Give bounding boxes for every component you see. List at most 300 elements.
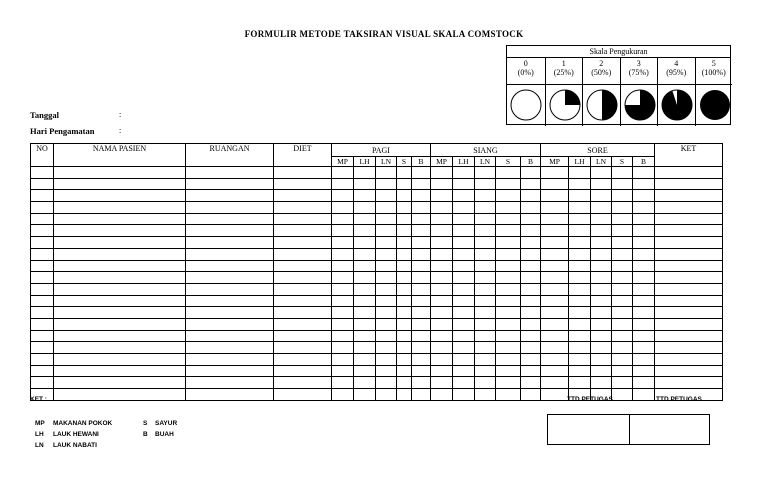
- table-cell[interactable]: [376, 377, 397, 389]
- table-cell[interactable]: [541, 342, 569, 354]
- table-cell[interactable]: [569, 283, 591, 295]
- table-cell[interactable]: [431, 330, 453, 342]
- table-cell[interactable]: [274, 178, 332, 190]
- table-cell[interactable]: [496, 272, 521, 284]
- table-cell[interactable]: [31, 237, 54, 249]
- table-cell[interactable]: [453, 272, 475, 284]
- table-cell[interactable]: [521, 342, 541, 354]
- table-cell[interactable]: [453, 354, 475, 366]
- table-cell[interactable]: [54, 225, 186, 237]
- table-cell[interactable]: [633, 307, 655, 319]
- table-cell[interactable]: [655, 365, 723, 377]
- table-cell[interactable]: [475, 307, 496, 319]
- table-cell[interactable]: [453, 283, 475, 295]
- table-cell[interactable]: [274, 307, 332, 319]
- table-cell[interactable]: [54, 202, 186, 214]
- table-cell[interactable]: [521, 318, 541, 330]
- table-cell[interactable]: [453, 330, 475, 342]
- table-cell[interactable]: [633, 260, 655, 272]
- table-cell[interactable]: [54, 342, 186, 354]
- table-cell[interactable]: [332, 342, 354, 354]
- table-cell[interactable]: [569, 167, 591, 179]
- table-cell[interactable]: [274, 354, 332, 366]
- table-cell[interactable]: [655, 202, 723, 214]
- table-cell[interactable]: [453, 167, 475, 179]
- table-cell[interactable]: [541, 213, 569, 225]
- table-cell[interactable]: [412, 272, 431, 284]
- table-cell[interactable]: [397, 260, 412, 272]
- table-cell[interactable]: [591, 272, 612, 284]
- table-cell[interactable]: [453, 248, 475, 260]
- table-cell[interactable]: [332, 389, 354, 401]
- table-cell[interactable]: [186, 213, 274, 225]
- table-cell[interactable]: [354, 202, 376, 214]
- table-cell[interactable]: [633, 202, 655, 214]
- table-cell[interactable]: [569, 354, 591, 366]
- table-cell[interactable]: [521, 307, 541, 319]
- table-cell[interactable]: [453, 237, 475, 249]
- table-cell[interactable]: [591, 342, 612, 354]
- table-cell[interactable]: [397, 307, 412, 319]
- table-cell[interactable]: [521, 167, 541, 179]
- table-cell[interactable]: [54, 354, 186, 366]
- table-cell[interactable]: [412, 318, 431, 330]
- table-cell[interactable]: [354, 354, 376, 366]
- table-cell[interactable]: [521, 248, 541, 260]
- table-cell[interactable]: [569, 260, 591, 272]
- table-cell[interactable]: [569, 213, 591, 225]
- table-cell[interactable]: [475, 260, 496, 272]
- table-cell[interactable]: [31, 167, 54, 179]
- table-cell[interactable]: [591, 202, 612, 214]
- table-cell[interactable]: [431, 248, 453, 260]
- table-cell[interactable]: [475, 389, 496, 401]
- table-cell[interactable]: [633, 178, 655, 190]
- table-cell[interactable]: [376, 167, 397, 179]
- table-cell[interactable]: [274, 272, 332, 284]
- table-cell[interactable]: [186, 283, 274, 295]
- table-cell[interactable]: [376, 342, 397, 354]
- table-cell[interactable]: [186, 377, 274, 389]
- table-cell[interactable]: [496, 213, 521, 225]
- table-cell[interactable]: [397, 318, 412, 330]
- table-cell[interactable]: [612, 260, 633, 272]
- table-cell[interactable]: [431, 167, 453, 179]
- table-cell[interactable]: [475, 202, 496, 214]
- table-cell[interactable]: [453, 307, 475, 319]
- table-cell[interactable]: [31, 283, 54, 295]
- table-cell[interactable]: [453, 178, 475, 190]
- table-cell[interactable]: [655, 377, 723, 389]
- table-cell[interactable]: [397, 225, 412, 237]
- table-cell[interactable]: [412, 237, 431, 249]
- table-cell[interactable]: [521, 330, 541, 342]
- table-cell[interactable]: [354, 342, 376, 354]
- table-cell[interactable]: [612, 237, 633, 249]
- table-cell[interactable]: [431, 365, 453, 377]
- table-cell[interactable]: [541, 190, 569, 202]
- table-cell[interactable]: [496, 330, 521, 342]
- table-cell[interactable]: [453, 295, 475, 307]
- table-cell[interactable]: [412, 178, 431, 190]
- table-cell[interactable]: [397, 213, 412, 225]
- table-cell[interactable]: [569, 342, 591, 354]
- table-cell[interactable]: [354, 295, 376, 307]
- table-cell[interactable]: [496, 202, 521, 214]
- table-cell[interactable]: [475, 330, 496, 342]
- table-cell[interactable]: [31, 248, 54, 260]
- table-cell[interactable]: [569, 178, 591, 190]
- table-cell[interactable]: [431, 354, 453, 366]
- table-cell[interactable]: [475, 167, 496, 179]
- table-cell[interactable]: [397, 272, 412, 284]
- table-cell[interactable]: [521, 260, 541, 272]
- table-cell[interactable]: [475, 318, 496, 330]
- table-cell[interactable]: [332, 248, 354, 260]
- table-cell[interactable]: [431, 283, 453, 295]
- table-cell[interactable]: [376, 225, 397, 237]
- table-cell[interactable]: [496, 248, 521, 260]
- table-cell[interactable]: [354, 330, 376, 342]
- table-cell[interactable]: [591, 283, 612, 295]
- table-cell[interactable]: [54, 365, 186, 377]
- table-cell[interactable]: [376, 237, 397, 249]
- table-cell[interactable]: [541, 260, 569, 272]
- table-cell[interactable]: [591, 178, 612, 190]
- table-cell[interactable]: [496, 237, 521, 249]
- table-cell[interactable]: [431, 307, 453, 319]
- table-cell[interactable]: [633, 295, 655, 307]
- table-cell[interactable]: [397, 295, 412, 307]
- table-cell[interactable]: [354, 307, 376, 319]
- table-cell[interactable]: [54, 190, 186, 202]
- table-cell[interactable]: [31, 225, 54, 237]
- table-cell[interactable]: [274, 365, 332, 377]
- table-cell[interactable]: [655, 248, 723, 260]
- table-cell[interactable]: [431, 318, 453, 330]
- table-cell[interactable]: [376, 260, 397, 272]
- table-cell[interactable]: [569, 318, 591, 330]
- table-cell[interactable]: [655, 190, 723, 202]
- table-cell[interactable]: [612, 283, 633, 295]
- table-cell[interactable]: [431, 178, 453, 190]
- table-cell[interactable]: [633, 225, 655, 237]
- table-cell[interactable]: [332, 202, 354, 214]
- table-cell[interactable]: [475, 213, 496, 225]
- table-cell[interactable]: [633, 365, 655, 377]
- table-cell[interactable]: [453, 342, 475, 354]
- table-cell[interactable]: [31, 272, 54, 284]
- table-cell[interactable]: [431, 260, 453, 272]
- table-cell[interactable]: [496, 354, 521, 366]
- table-cell[interactable]: [612, 190, 633, 202]
- table-cell[interactable]: [354, 167, 376, 179]
- table-cell[interactable]: [655, 225, 723, 237]
- table-cell[interactable]: [453, 213, 475, 225]
- table-cell[interactable]: [376, 202, 397, 214]
- table-cell[interactable]: [186, 342, 274, 354]
- table-cell[interactable]: [376, 354, 397, 366]
- table-cell[interactable]: [397, 377, 412, 389]
- table-cell[interactable]: [569, 377, 591, 389]
- table-cell[interactable]: [431, 272, 453, 284]
- table-cell[interactable]: [412, 283, 431, 295]
- table-cell[interactable]: [354, 178, 376, 190]
- table-cell[interactable]: [186, 295, 274, 307]
- table-cell[interactable]: [186, 237, 274, 249]
- table-cell[interactable]: [332, 377, 354, 389]
- table-cell[interactable]: [332, 272, 354, 284]
- table-cell[interactable]: [453, 202, 475, 214]
- table-cell[interactable]: [475, 365, 496, 377]
- table-cell[interactable]: [31, 365, 54, 377]
- table-cell[interactable]: [633, 354, 655, 366]
- table-cell[interactable]: [376, 365, 397, 377]
- table-cell[interactable]: [496, 342, 521, 354]
- table-cell[interactable]: [591, 318, 612, 330]
- table-cell[interactable]: [453, 190, 475, 202]
- table-cell[interactable]: [612, 389, 633, 401]
- table-cell[interactable]: [655, 342, 723, 354]
- table-cell[interactable]: [186, 190, 274, 202]
- table-cell[interactable]: [475, 248, 496, 260]
- table-cell[interactable]: [397, 237, 412, 249]
- table-cell[interactable]: [633, 318, 655, 330]
- table-cell[interactable]: [633, 283, 655, 295]
- table-cell[interactable]: [521, 225, 541, 237]
- table-cell[interactable]: [591, 260, 612, 272]
- table-cell[interactable]: [412, 225, 431, 237]
- table-cell[interactable]: [186, 178, 274, 190]
- table-cell[interactable]: [496, 377, 521, 389]
- table-cell[interactable]: [186, 307, 274, 319]
- table-cell[interactable]: [496, 389, 521, 401]
- table-cell[interactable]: [591, 307, 612, 319]
- table-cell[interactable]: [397, 178, 412, 190]
- table-cell[interactable]: [541, 307, 569, 319]
- table-cell[interactable]: [412, 190, 431, 202]
- table-cell[interactable]: [412, 213, 431, 225]
- table-cell[interactable]: [54, 377, 186, 389]
- table-cell[interactable]: [31, 295, 54, 307]
- table-cell[interactable]: [31, 190, 54, 202]
- table-cell[interactable]: [274, 248, 332, 260]
- table-cell[interactable]: [186, 260, 274, 272]
- table-cell[interactable]: [274, 167, 332, 179]
- table-cell[interactable]: [354, 225, 376, 237]
- table-cell[interactable]: [496, 307, 521, 319]
- table-cell[interactable]: [612, 330, 633, 342]
- table-cell[interactable]: [612, 307, 633, 319]
- table-cell[interactable]: [541, 167, 569, 179]
- table-cell[interactable]: [54, 318, 186, 330]
- table-cell[interactable]: [569, 237, 591, 249]
- table-cell[interactable]: [274, 342, 332, 354]
- table-cell[interactable]: [591, 213, 612, 225]
- table-cell[interactable]: [274, 318, 332, 330]
- table-cell[interactable]: [332, 354, 354, 366]
- table-cell[interactable]: [541, 225, 569, 237]
- table-cell[interactable]: [31, 202, 54, 214]
- table-cell[interactable]: [186, 389, 274, 401]
- table-cell[interactable]: [569, 330, 591, 342]
- table-cell[interactable]: [541, 178, 569, 190]
- table-cell[interactable]: [521, 202, 541, 214]
- table-cell[interactable]: [496, 260, 521, 272]
- table-cell[interactable]: [332, 307, 354, 319]
- table-cell[interactable]: [655, 307, 723, 319]
- table-cell[interactable]: [397, 190, 412, 202]
- table-cell[interactable]: [397, 167, 412, 179]
- table-cell[interactable]: [612, 354, 633, 366]
- table-cell[interactable]: [376, 330, 397, 342]
- table-cell[interactable]: [354, 190, 376, 202]
- table-cell[interactable]: [31, 377, 54, 389]
- table-cell[interactable]: [633, 213, 655, 225]
- table-cell[interactable]: [612, 295, 633, 307]
- table-cell[interactable]: [475, 272, 496, 284]
- table-cell[interactable]: [431, 389, 453, 401]
- table-cell[interactable]: [332, 260, 354, 272]
- table-cell[interactable]: [655, 178, 723, 190]
- table-cell[interactable]: [186, 365, 274, 377]
- table-cell[interactable]: [31, 330, 54, 342]
- table-cell[interactable]: [332, 283, 354, 295]
- table-cell[interactable]: [591, 377, 612, 389]
- table-cell[interactable]: [496, 178, 521, 190]
- table-cell[interactable]: [541, 318, 569, 330]
- table-cell[interactable]: [186, 167, 274, 179]
- table-cell[interactable]: [541, 202, 569, 214]
- table-cell[interactable]: [591, 225, 612, 237]
- table-cell[interactable]: [332, 225, 354, 237]
- table-cell[interactable]: [376, 389, 397, 401]
- table-cell[interactable]: [612, 225, 633, 237]
- table-cell[interactable]: [521, 190, 541, 202]
- table-cell[interactable]: [541, 377, 569, 389]
- table-cell[interactable]: [453, 260, 475, 272]
- table-cell[interactable]: [591, 365, 612, 377]
- table-cell[interactable]: [376, 213, 397, 225]
- table-cell[interactable]: [332, 295, 354, 307]
- table-cell[interactable]: [412, 248, 431, 260]
- table-cell[interactable]: [521, 377, 541, 389]
- table-cell[interactable]: [612, 377, 633, 389]
- table-cell[interactable]: [274, 225, 332, 237]
- table-cell[interactable]: [354, 318, 376, 330]
- table-cell[interactable]: [569, 248, 591, 260]
- table-cell[interactable]: [412, 167, 431, 179]
- table-cell[interactable]: [612, 272, 633, 284]
- table-cell[interactable]: [612, 167, 633, 179]
- table-cell[interactable]: [31, 342, 54, 354]
- table-cell[interactable]: [376, 318, 397, 330]
- table-cell[interactable]: [274, 202, 332, 214]
- table-cell[interactable]: [354, 365, 376, 377]
- table-cell[interactable]: [475, 295, 496, 307]
- table-cell[interactable]: [541, 272, 569, 284]
- table-cell[interactable]: [612, 178, 633, 190]
- table-cell[interactable]: [633, 248, 655, 260]
- table-cell[interactable]: [521, 272, 541, 284]
- table-cell[interactable]: [274, 283, 332, 295]
- table-cell[interactable]: [274, 330, 332, 342]
- table-cell[interactable]: [612, 213, 633, 225]
- table-cell[interactable]: [412, 389, 431, 401]
- table-cell[interactable]: [541, 237, 569, 249]
- table-cell[interactable]: [354, 237, 376, 249]
- table-cell[interactable]: [431, 377, 453, 389]
- table-cell[interactable]: [591, 295, 612, 307]
- table-cell[interactable]: [633, 190, 655, 202]
- table-cell[interactable]: [274, 190, 332, 202]
- table-cell[interactable]: [612, 318, 633, 330]
- table-cell[interactable]: [354, 377, 376, 389]
- table-cell[interactable]: [475, 190, 496, 202]
- table-cell[interactable]: [496, 365, 521, 377]
- table-cell[interactable]: [412, 377, 431, 389]
- table-cell[interactable]: [274, 295, 332, 307]
- table-cell[interactable]: [332, 330, 354, 342]
- table-cell[interactable]: [431, 225, 453, 237]
- table-cell[interactable]: [186, 330, 274, 342]
- table-cell[interactable]: [332, 365, 354, 377]
- table-cell[interactable]: [655, 295, 723, 307]
- table-cell[interactable]: [521, 283, 541, 295]
- table-cell[interactable]: [412, 295, 431, 307]
- table-cell[interactable]: [54, 330, 186, 342]
- table-cell[interactable]: [376, 272, 397, 284]
- table-cell[interactable]: [591, 354, 612, 366]
- table-cell[interactable]: [412, 260, 431, 272]
- table-cell[interactable]: [496, 190, 521, 202]
- table-cell[interactable]: [591, 237, 612, 249]
- table-cell[interactable]: [655, 283, 723, 295]
- table-cell[interactable]: [376, 178, 397, 190]
- table-cell[interactable]: [633, 377, 655, 389]
- table-cell[interactable]: [332, 167, 354, 179]
- table-cell[interactable]: [274, 377, 332, 389]
- table-cell[interactable]: [397, 389, 412, 401]
- table-cell[interactable]: [475, 283, 496, 295]
- table-cell[interactable]: [541, 295, 569, 307]
- table-cell[interactable]: [354, 213, 376, 225]
- table-cell[interactable]: [376, 190, 397, 202]
- table-cell[interactable]: [569, 225, 591, 237]
- table-cell[interactable]: [655, 260, 723, 272]
- table-cell[interactable]: [475, 178, 496, 190]
- table-cell[interactable]: [412, 342, 431, 354]
- table-cell[interactable]: [376, 248, 397, 260]
- table-cell[interactable]: [54, 389, 186, 401]
- table-cell[interactable]: [612, 248, 633, 260]
- table-cell[interactable]: [354, 283, 376, 295]
- table-cell[interactable]: [54, 213, 186, 225]
- table-cell[interactable]: [186, 318, 274, 330]
- table-cell[interactable]: [274, 213, 332, 225]
- table-cell[interactable]: [569, 202, 591, 214]
- table-cell[interactable]: [354, 389, 376, 401]
- table-cell[interactable]: [186, 248, 274, 260]
- table-cell[interactable]: [496, 295, 521, 307]
- table-cell[interactable]: [376, 307, 397, 319]
- table-cell[interactable]: [655, 167, 723, 179]
- table-cell[interactable]: [397, 330, 412, 342]
- table-cell[interactable]: [569, 365, 591, 377]
- table-cell[interactable]: [453, 389, 475, 401]
- table-cell[interactable]: [376, 295, 397, 307]
- table-cell[interactable]: [54, 248, 186, 260]
